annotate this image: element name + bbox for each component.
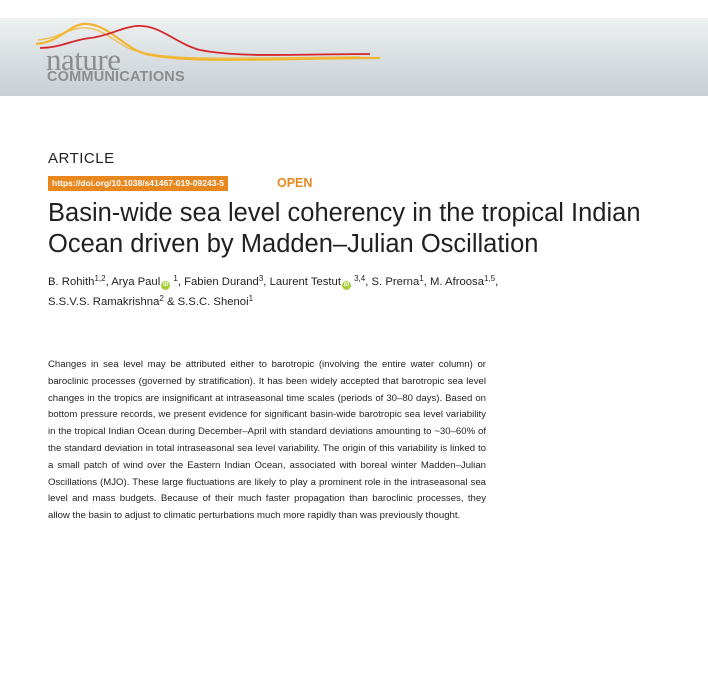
author-name[interactable]: Arya Paul [111,276,161,288]
author-affiliation: 1 [248,294,254,303]
journal-logo-nature: nature [46,42,121,77]
author-affiliation: 2 [159,294,164,303]
journal-header-banner [0,18,708,96]
author-name[interactable]: Laurent Testut [269,276,341,288]
author-name[interactable]: S.S.C. Shenoi [177,296,249,308]
author-list: B. Rohith$^{1,2}$, Arya Paul iD $^1$, Fabien Durand$^3$, Laurent Testut iD $^{3,4}$, S. Prerna$^1$, M. Afroosa$^{1,5}$, S.S.V.S. Ramakrishna$^2$ & S.S.C. Shenoi$^1$ [48,274,499,308]
author-affiliation: 3,4 [354,274,366,283]
author-name[interactable]: Fabien Durand [184,276,259,288]
author-affiliation: 1 [419,274,424,283]
author-name[interactable]: B. Rohith [48,276,95,288]
article-type-label: ARTICLE [48,150,115,167]
author-affiliation: 1 [173,274,178,283]
author-name[interactable]: S.S.V.S. Ramakrishna [48,296,160,308]
author-affiliation: 1,2 [94,274,106,283]
doi-link[interactable]: https://doi.org/10.1038/s41467-019-09243-5 [48,176,228,191]
article-title: Basin-wide sea level coherency in the tropical Indian Ocean driven by Madden–Julian Oscillation [48,199,641,258]
open-access-label: OPEN [277,176,313,190]
author-affiliation: 3 [258,274,264,283]
abstract-text: Changes in sea level may be attributed either to barotropic (involving the entire water column) or baroclinic processes (governed by stratification). It has been widely accepted that barotropic sea level changes in the tropics are insignificant at intraseasonal time scales (periods of 30–80 days). Based on bottom pressure records, we present evidence for significant basin-wide barotropic sea level variability in the tropical Indian Ocean during December–April with standard deviations amounting to ~30–60% of the standard deviation in total intraseasonal sea level variability. The origin of this variability is linked to a small patch of wind over the Eastern Indian Ocean, associated with boreal winter Madden–Julian Oscillations (MJO). These large fluctuations are likely to play a prominent role in the intraseasonal sea level and mass budgets. Because of their much faster propagation than baroclinic processes, they allow the basin to adjust to climatic perturbations much more rapidly than was previously thought. [48,359,486,522]
journal-logo-communications: COMMUNICATIONS [47,69,185,85]
author-affiliation: 1,5 [483,274,496,283]
orcid-icon[interactable]: iD [162,282,169,288]
author-name[interactable]: M. Afroosa [429,276,484,288]
author-name[interactable]: S. Prerna [371,276,420,288]
orcid-icon[interactable]: iD [343,282,350,288]
